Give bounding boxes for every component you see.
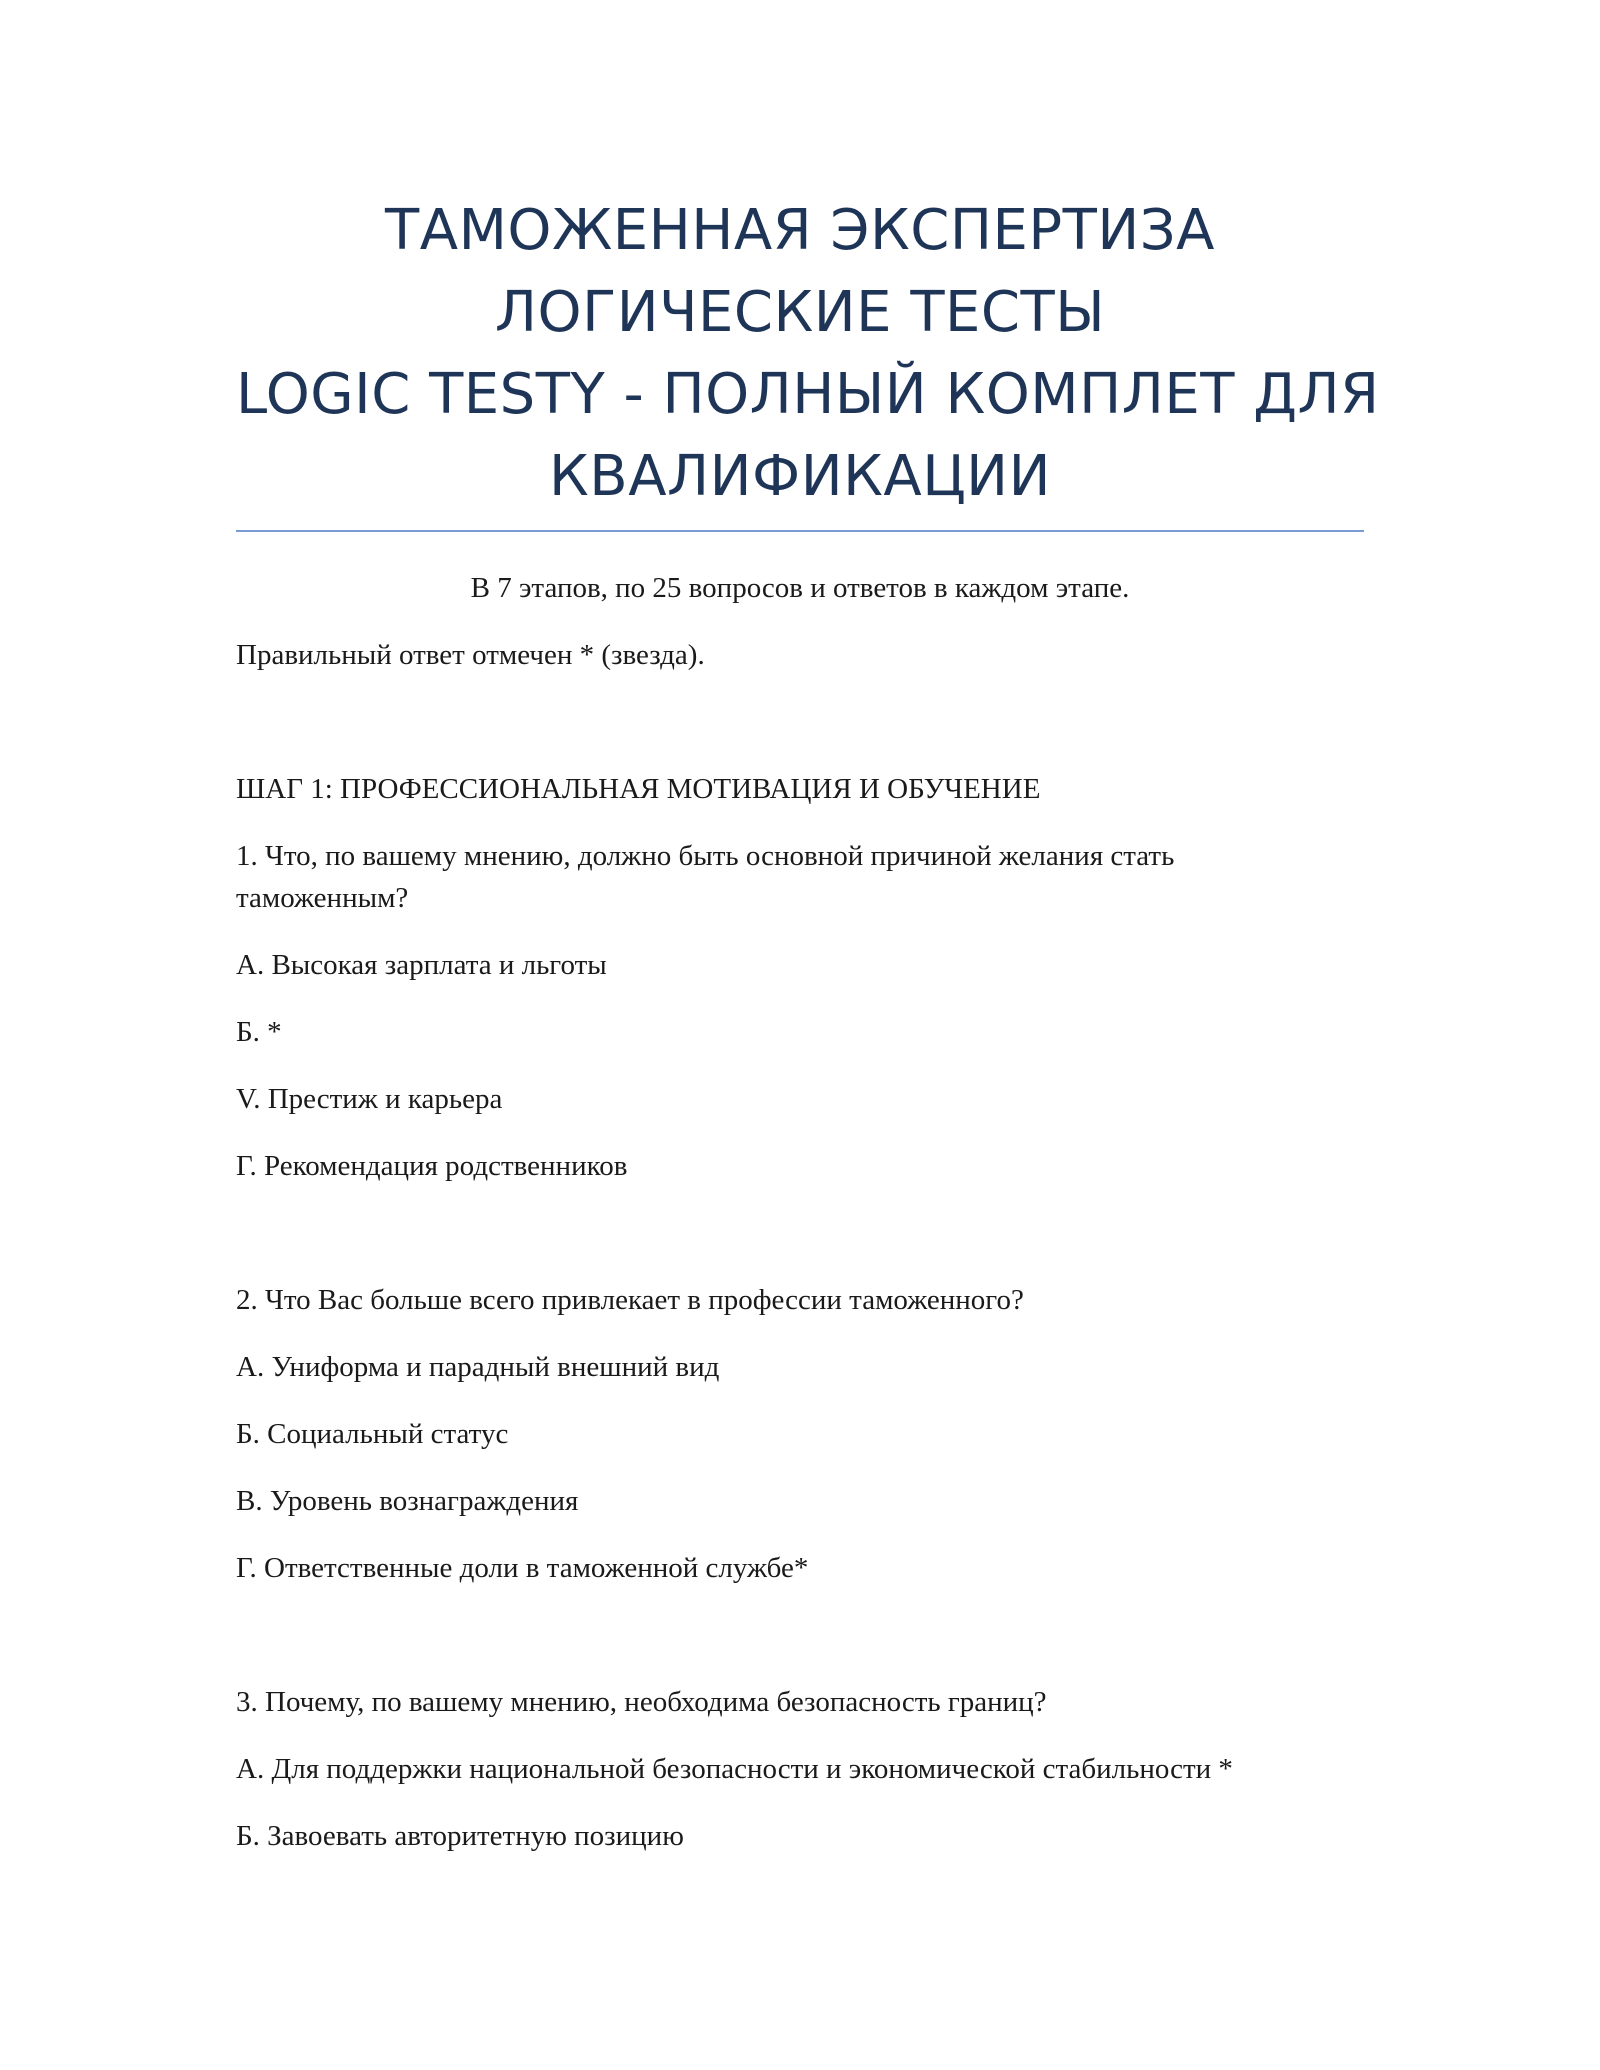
question-1-option-v: V. Престиж и карьера — [236, 1083, 503, 1115]
question-2-option-b: Б. Социальный статус — [236, 1418, 509, 1450]
title-divider — [236, 530, 1364, 532]
question-2-line-1: 2. Что Вас больше всего привлекает в профессии таможенного? — [236, 1284, 1024, 1316]
title-line: КВАЛИФИКАЦИИ — [549, 444, 1051, 509]
question-3-option-b: Б. Завоевать авторитетную позицию — [236, 1820, 684, 1852]
document-title — [236, 190, 1380, 518]
title-line: ТАМОЖЕННАЯ ЭКСПЕРТИЗА — [385, 198, 1215, 263]
answer-note: Правильный ответ отмечен * (звезда). — [236, 639, 705, 671]
question-2-option-g: Г. Ответственные доли в таможенной службе* — [236, 1552, 809, 1584]
question-1-line-2: таможенным? — [236, 882, 409, 914]
question-3-line-1: 3. Почему, по вашему мнению, необходима безопасность границ? — [236, 1686, 1047, 1718]
intro-text: В 7 этапов, по 25 вопросов и ответов в каждом этапе. — [470, 572, 1130, 604]
question-2-option-v: В. Уровень вознаграждения — [236, 1485, 579, 1517]
question-1-option-b: Б. * — [236, 1016, 282, 1048]
question-1-option-g: Г. Рекомендация родственников — [236, 1150, 628, 1182]
question-3-option-a: А. Для поддержки национальной безопасности и экономической стабильности * — [236, 1753, 1233, 1785]
question-1-line-1: 1. Что, по вашему мнению, должно быть основной причиной желания стать — [236, 840, 1175, 872]
question-1-option-a: А. Высокая зарплата и льготы — [236, 949, 607, 981]
question-2-option-a: А. Униформа и парадный внешний вид — [236, 1351, 720, 1383]
step-heading: ШАГ 1: ПРОФЕССИОНАЛЬНАЯ МОТИВАЦИЯ И ОБУЧЕНИЕ — [236, 773, 1041, 805]
title-line: LOGIC TESTY - ПОЛНЫЙ КОМПЛЕТ ДЛЯ — [236, 362, 1380, 427]
title-line: ЛОГИЧЕСКИЕ ТЕСТЫ — [494, 280, 1106, 345]
